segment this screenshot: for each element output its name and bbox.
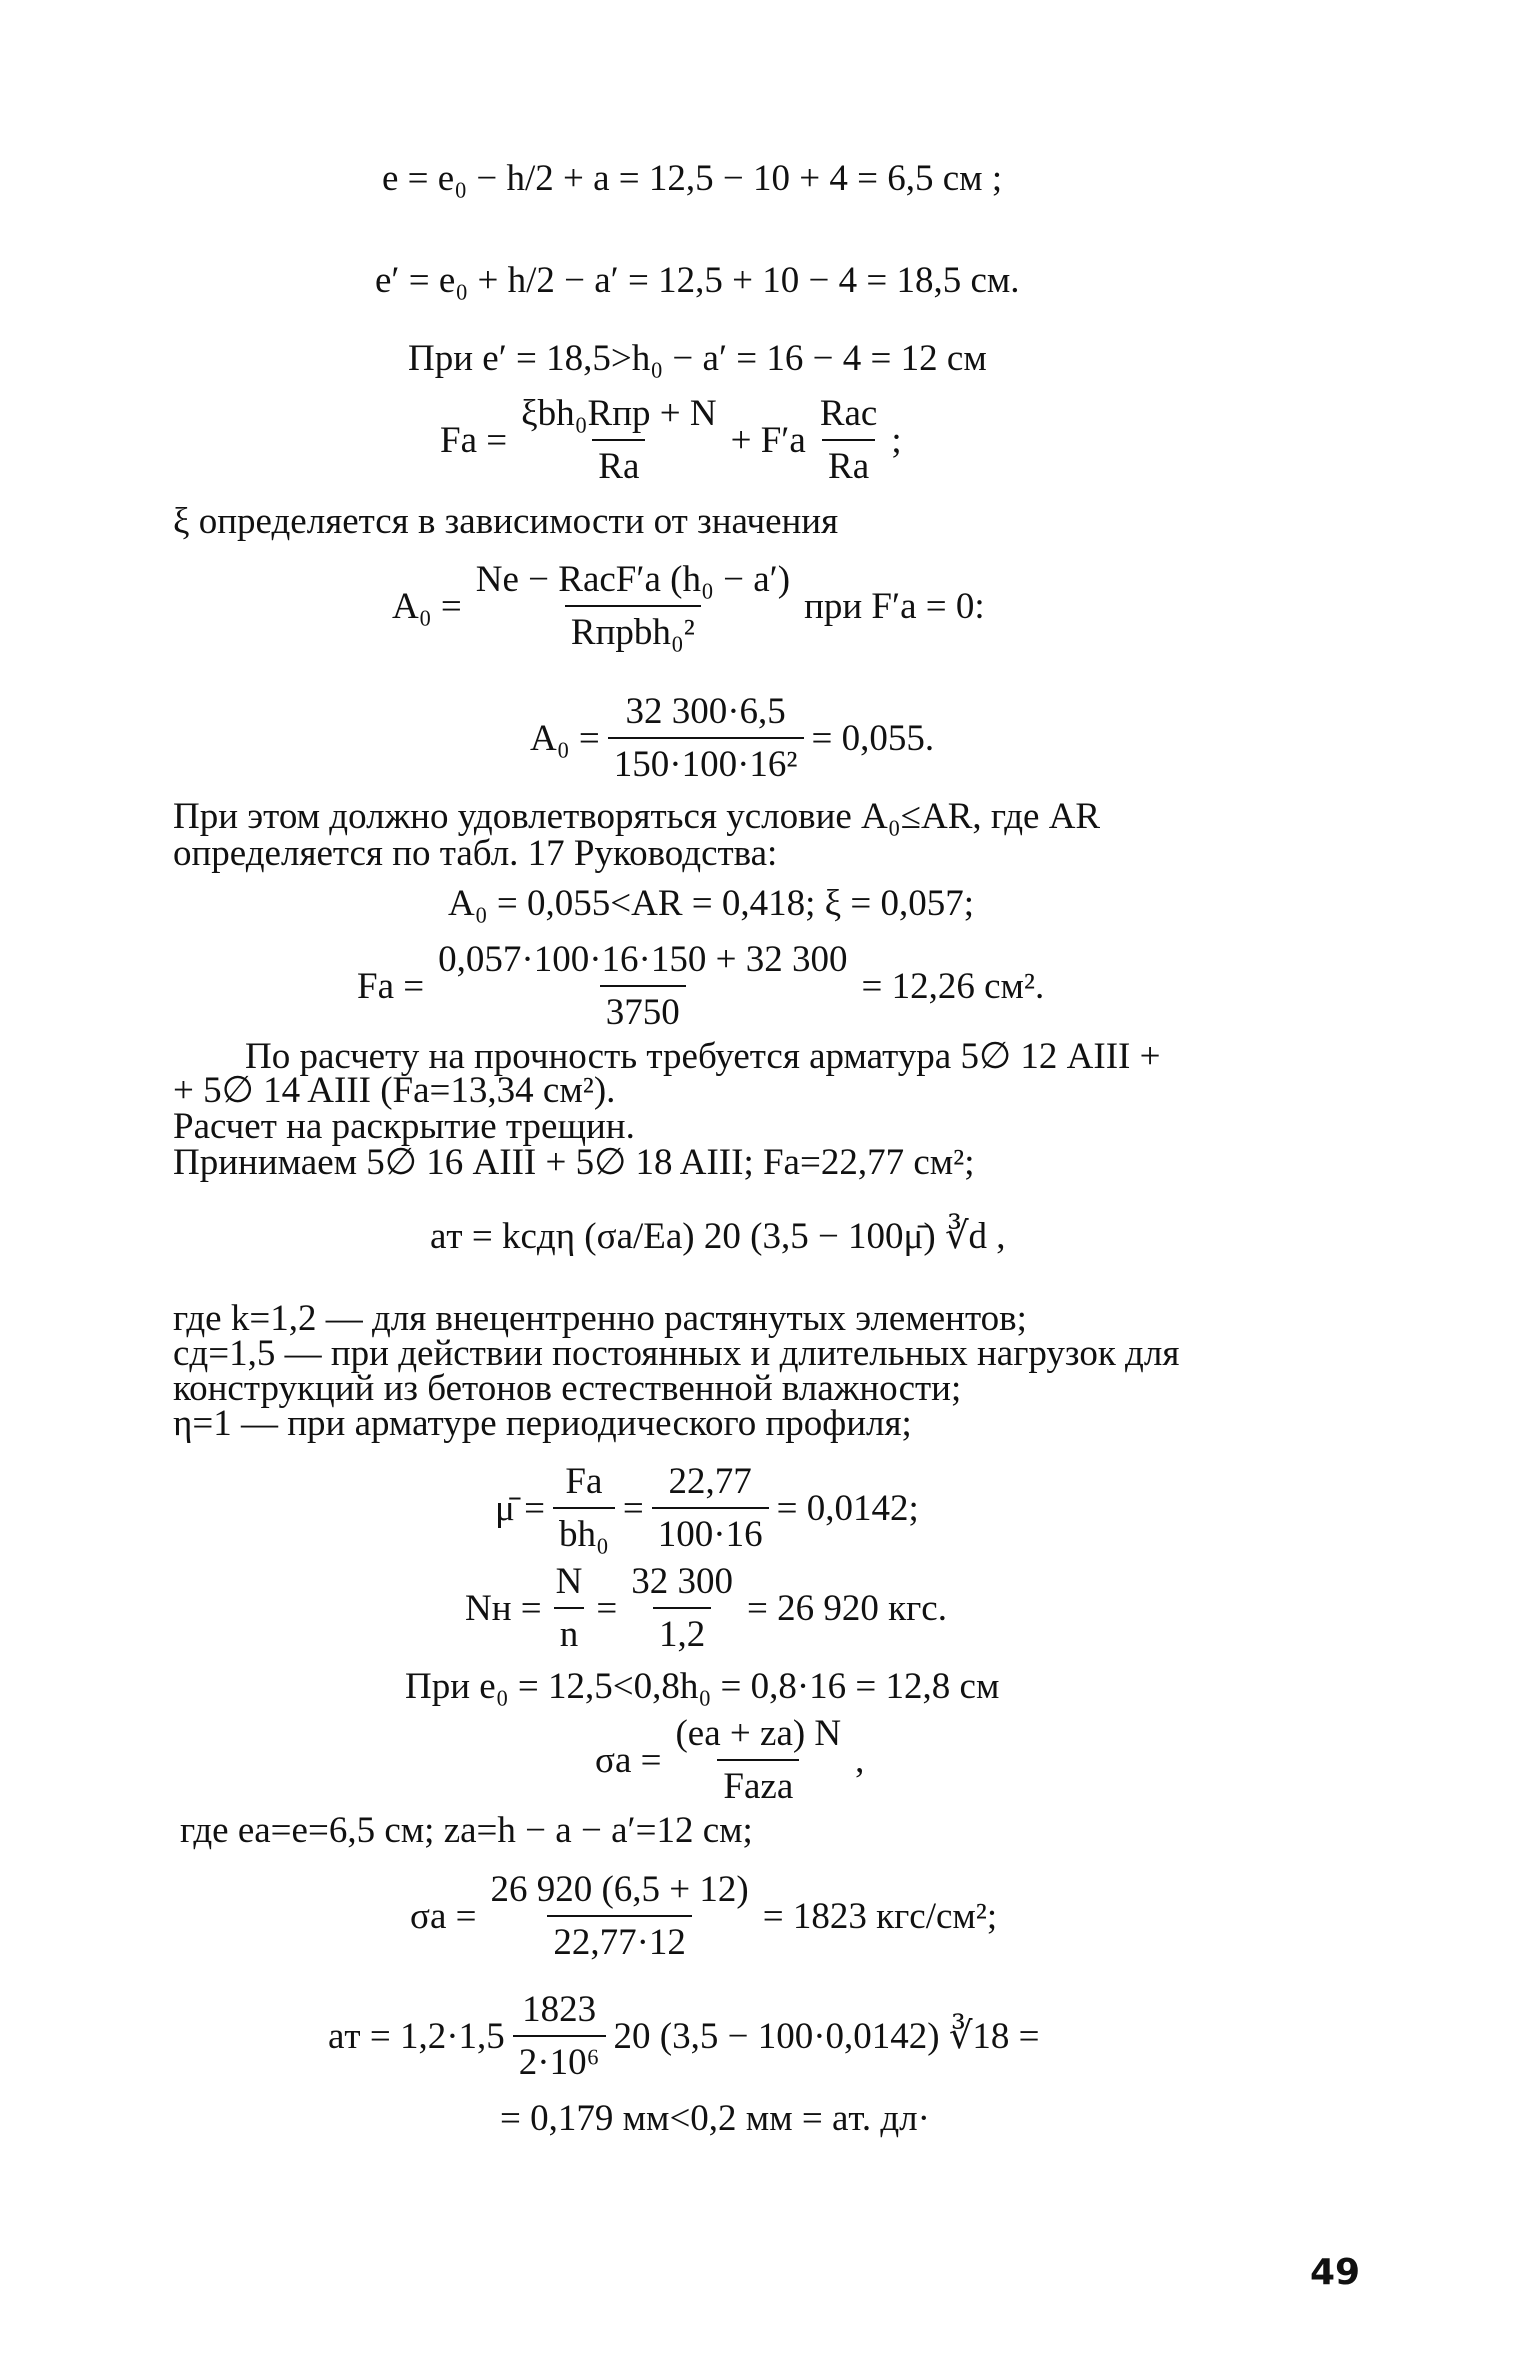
sa-fraction [669, 1712, 847, 1808]
mu-fraction-1 [553, 1460, 615, 1556]
equation-ar: A₀ = 0,055<AR = 0,418; ξ = 0,057; [448, 883, 975, 924]
atv-tail: 20 (3,5 − 100·0,0142) ∛18 = [613, 2016, 1040, 2057]
strength-line-2: + 5∅ 14 AIII (Fa=13,34 см²). [173, 1070, 616, 1111]
where-cd-2: конструкций из бетонов естественной влажности; [173, 1368, 962, 1409]
equation-at-formula: aт = kcдη (σa/Ea) 20 (3,5 − 100μ̄) ∛d , [430, 1216, 1006, 1257]
equation-sigma [595, 1712, 864, 1808]
nn-tail: = 26 920 кгс. [747, 1587, 947, 1629]
fa1-lhs: Fa = [440, 419, 508, 461]
equation-at-value [328, 1988, 1040, 2084]
fa1-denominator: Ra [592, 439, 645, 488]
strength-line-1: По расчету на прочность требуется арматура 5∅ 12 AIII + [245, 1036, 1161, 1077]
nn-numerator-2: 32 300 [631, 1561, 733, 1602]
fa2-denominator: 3750 [600, 985, 686, 1034]
fa1-numerator: ξbh₀Rпр + N [521, 393, 717, 434]
sav-tail: = 1823 кгс/см²; [762, 1895, 998, 1937]
nn-lhs: Nн = [465, 1587, 542, 1629]
equation-mu [495, 1460, 919, 1556]
fa1-mid: + F′a [730, 419, 806, 461]
a0-lhs: A₀ = [392, 585, 462, 627]
a0-fraction [470, 558, 796, 654]
condition-line-2: определяется по табл. 17 Руководства: [173, 833, 778, 874]
a0v-denominator: 150·100·16² [608, 737, 804, 786]
atv-numerator: 1823 [522, 1989, 597, 2030]
condition-e0: При e₀ = 12,5<0,8h₀ = 0,8·16 = 12,8 см [405, 1666, 1000, 1707]
mu-numerator-1: Fa [565, 1461, 603, 1502]
equation-sigma-value [410, 1868, 997, 1964]
condition-line-1: При этом должно удовлетворяться условие A₀≤AR, где AR [173, 796, 1101, 837]
fa1-numerator-2: Rас [819, 393, 878, 434]
fa2-numerator: 0,057·100·16·150 + 32 300 [438, 939, 848, 980]
mu-denominator-2: 100·16 [652, 1507, 769, 1556]
nn-fraction-2 [625, 1560, 739, 1656]
sav-denominator: 22,77·12 [547, 1915, 692, 1964]
atv-denominator: 2·10⁶ [513, 2035, 606, 2084]
fa2-fraction [432, 938, 853, 1034]
fa1-fraction [515, 392, 722, 488]
where-ea: где ea=e=6,5 см; za=h − a − a′=12 см; [180, 1810, 753, 1851]
where-eta: η=1 — при арматуре периодического профиля; [173, 1403, 912, 1444]
mu-lhs: μ̄ = [495, 1487, 545, 1529]
sav-lhs: σa = [410, 1895, 477, 1937]
nn-numerator-1: N [555, 1561, 583, 1602]
nn-equals: = [596, 1587, 618, 1629]
a0v-lhs: A₀ = [530, 717, 600, 759]
nn-denominator-2: 1,2 [653, 1607, 711, 1656]
mu-numerator-2: 22,77 [668, 1461, 752, 1502]
fa2-lhs: Fa = [357, 965, 425, 1007]
fa1-fraction-2 [814, 392, 884, 488]
a0-tail: при F′a = 0: [804, 585, 985, 627]
where-cd-1: cд=1,5 — при действии постоянных и длительных нагрузок для [173, 1333, 1180, 1374]
sav-numerator: 26 920 (6,5 + 12) [490, 1869, 749, 1910]
xi-definition: ξ определяется в зависимости от значения [173, 501, 839, 542]
equation-a0-value [530, 690, 934, 786]
nn-fraction-1 [550, 1560, 589, 1656]
mu-equals: = [622, 1487, 644, 1529]
sav-fraction [484, 1868, 754, 1964]
fa1-tail: ; [891, 419, 902, 461]
equation-fa-1 [440, 392, 902, 488]
page-number: 49 [1310, 2252, 1361, 2293]
a0-numerator: Ne − RасF′a (h₀ − a′) [475, 559, 791, 600]
equation-a0 [392, 558, 985, 654]
equation-e: e = e₀ − h/2 + a = 12,5 − 10 + 4 = 6,5 см ; [382, 158, 1003, 199]
a0-denominator: Rпрbh₀² [565, 605, 701, 654]
atv-lhs: aт = 1,2·1,5 [328, 2015, 505, 2057]
a0v-tail: = 0,055. [811, 717, 935, 759]
equation-fa-2 [357, 938, 1044, 1034]
a0v-fraction [608, 690, 804, 786]
a0v-numerator: 32 300·6,5 [625, 691, 786, 732]
mu-denominator-1: bh₀ [553, 1507, 615, 1556]
equation-e-prime: e′ = e₀ + h/2 − a′ = 12,5 + 10 − 4 = 18,5 см. [375, 260, 1020, 301]
nn-denominator-1: n [554, 1607, 585, 1656]
sa-numerator: (ea + za) N [675, 1713, 842, 1754]
atv-fraction [513, 1988, 606, 2084]
crack-title: Расчет на раскрытие трещин. [173, 1106, 635, 1147]
accept-line: Принимаем 5∅ 16 AIII + 5∅ 18 AIII; Fa=22,77 см²; [173, 1142, 975, 1183]
equation-at-result: = 0,179 мм<0,2 мм = aт. дл· [500, 2098, 930, 2139]
condition-e-prime: При e′ = 18,5>h₀ − a′ = 16 − 4 = 12 см [408, 338, 987, 379]
sa-lhs: σa = [595, 1739, 662, 1781]
fa2-tail: = 12,26 см². [861, 965, 1045, 1007]
mu-tail: = 0,0142; [776, 1487, 919, 1529]
sa-denominator: Faza [717, 1759, 799, 1808]
equation-nn [465, 1560, 947, 1656]
mu-fraction-2 [652, 1460, 769, 1556]
fa1-denominator-2: Ra [822, 439, 875, 488]
where-k: где k=1,2 — для внецентренно растянутых элементов; [173, 1298, 1027, 1339]
sa-tail: , [855, 1739, 865, 1781]
